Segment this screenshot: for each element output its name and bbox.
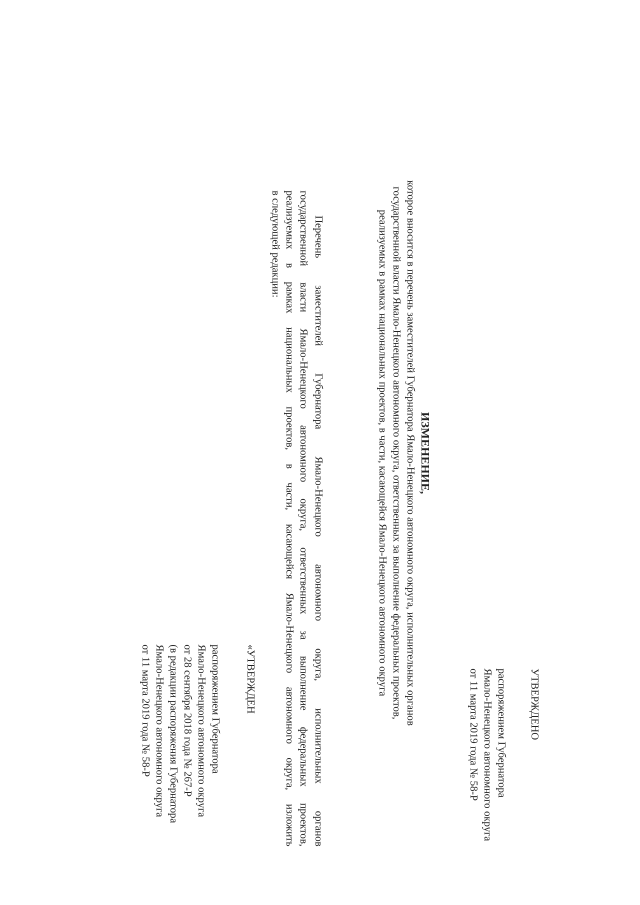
heading-line-3: реализуемых в рамках национальных проектов, в части, касающейся Ямало-Ненецкого автономного округа [376,209,387,696]
document-heading: ИЗМЕНЕНИЕ, [418,411,432,494]
quoted-approval-line-5: Ямало-Ненецкого автономного округа [153,644,164,817]
quoted-approval-title: «УТВЕРЖДЕН [244,644,255,714]
quoted-approval-line-3: от 28 сентября 2018 года № 267-Р [181,644,192,797]
heading-line-1: которое вносится в перечень заместителей Губернатора Ямало-Ненецкого автономного округа, исполнительных органов [404,179,415,726]
quoted-approval-line-4: (в редакции распоряжения Губернатора [167,644,178,823]
heading-line-2: государственной власти Ямало-Ненецкого автономного округа, ответственных за выполнение федеральных проектов, [390,186,401,719]
approval-line-1: распоряжением Губернатора [495,668,506,798]
body-line-1: Перечень заместителей Губернатора Ямало-Ненецкого автономного округа, исполнительных органов [312,215,323,846]
approval-line-3: от 11 марта 2019 года № 58-Р [467,668,478,801]
quoted-approval-line-6: от 11 марта 2019 года № 58-Р [139,644,150,777]
approval-title: УТВЕРЖДЕНО [528,668,539,740]
body-line-3: реализуемых в рамках национальных проектов, в части, касающейся Ямало-Ненецкого автономного округа, изложить [283,190,294,846]
body-line-4: в следующей редакции: [269,190,280,298]
approval-line-2: Ямало-Ненецкого автономного округа [481,668,492,841]
body-line-2: государственной власти Ямало-Ненецкого автономного округа, ответственных за выполнение федеральных проектов, [297,190,308,846]
quoted-approval-line-2: Ямало-Ненецкого автономного округа [195,644,206,817]
quoted-approval-line-1: распоряжением Губернатора [209,644,220,774]
